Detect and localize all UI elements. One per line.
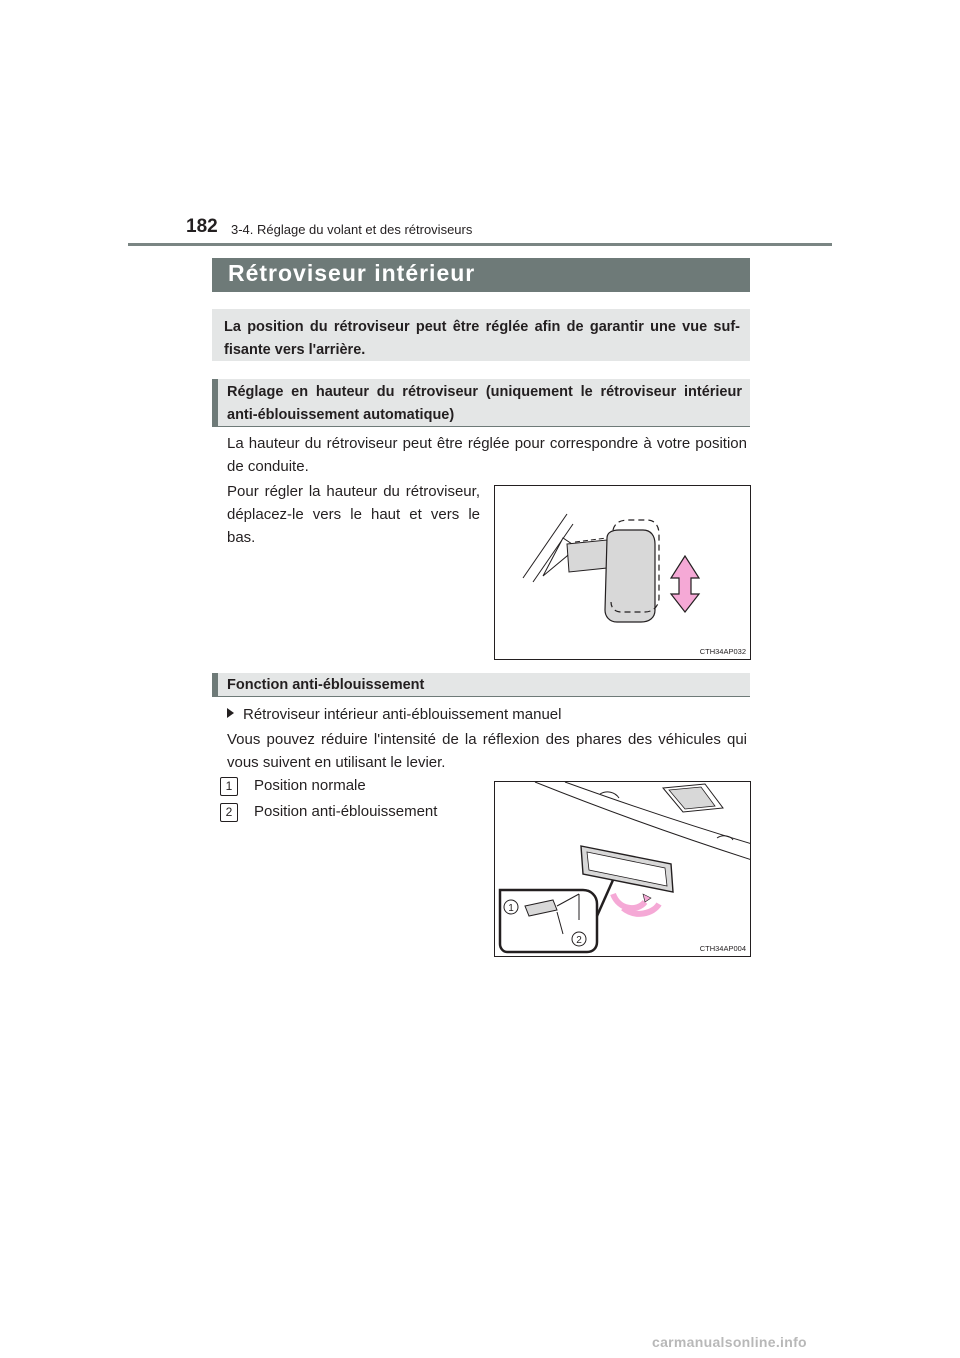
height-adjust-heading: Réglage en hauteur du rétroviseur (uniquement le rétroviseur intérieur anti-éblouissement automatique) (227, 384, 742, 423)
anti-glare-heading-box (212, 673, 750, 697)
triangle-bullet-icon (227, 708, 234, 718)
list-item-label: Position normale (254, 777, 366, 794)
height-adjust-heading-box (212, 379, 750, 427)
figure-code-2: CTH34AP004 (699, 944, 746, 953)
header-divider (128, 243, 832, 246)
height-adjust-paragraph-2: Pour régler la hauteur du rétroviseur, déplacez-le vers le haut et vers le bas. (227, 483, 480, 546)
number-badge: 2 (220, 803, 238, 822)
anti-glare-bullet (227, 703, 747, 726)
list-item (220, 803, 437, 822)
section-title-bar (212, 258, 750, 292)
mirror-height-illustration (495, 486, 751, 660)
watermark: carmanualsonline.info (652, 1334, 807, 1350)
anti-glare-figure (494, 781, 751, 957)
intro-text: La position du rétroviseur peut être réglée afin de garantir une vue suf-fisante vers l'arrière. (224, 319, 740, 358)
callout-2: 2 (576, 935, 582, 946)
figure-code-1: CTH34AP032 (699, 647, 746, 656)
number-badge: 1 (220, 777, 238, 796)
anti-glare-heading: Fonction anti-éblouissement (227, 677, 425, 693)
section-title: Rétroviseur intérieur (228, 260, 476, 286)
anti-glare-illustration (495, 782, 751, 957)
chapter-title: 3-4. Réglage du volant et des rétroviseurs (231, 222, 473, 237)
list-item (220, 777, 366, 796)
height-adjust-paragraph-1: La hauteur du rétroviseur peut être réglée pour correspondre à votre position de conduite. (227, 435, 747, 475)
callout-1: 1 (508, 903, 514, 914)
anti-glare-paragraph: Vous pouvez réduire l'intensité de la réflexion des phares des véhicules qui vous suivent en utilisant le levier. (227, 731, 747, 771)
list-item-label: Position anti-éblouissement (254, 803, 438, 820)
anti-glare-bullet-text: Rétroviseur intérieur anti-éblouissement manuel (243, 706, 562, 723)
intro-box (212, 309, 750, 361)
page-number: 182 (186, 216, 218, 237)
mirror-height-figure (494, 485, 751, 660)
